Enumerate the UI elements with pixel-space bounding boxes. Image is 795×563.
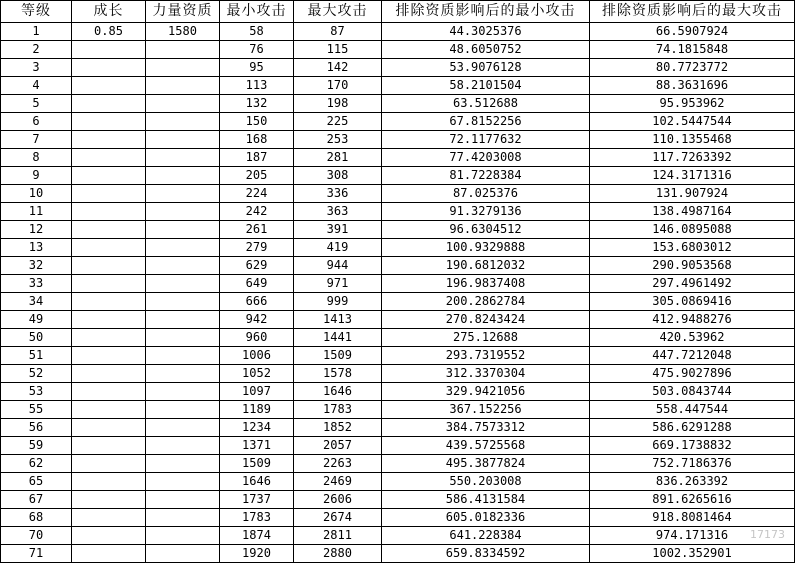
cell-strength-aptitude: [146, 473, 220, 491]
cell-min-attack: 224: [220, 185, 294, 203]
cell-growth: [72, 131, 146, 149]
cell-level: 7: [1, 131, 72, 149]
table-row: [1, 185, 795, 203]
cell-level: 59: [1, 437, 72, 455]
cell-level: 32: [1, 257, 72, 275]
cell-level: 9: [1, 167, 72, 185]
cell-strength-aptitude: [146, 149, 220, 167]
cell-min-attack-excl: 312.3370304: [382, 365, 590, 383]
cell-min-attack-excl: 329.9421056: [382, 383, 590, 401]
watermark: 17173: [750, 528, 785, 541]
cell-strength-aptitude: [146, 527, 220, 545]
cell-max-attack-excl: 1002.352901: [590, 545, 795, 563]
cell-min-attack-excl: 495.3877824: [382, 455, 590, 473]
cell-level: 34: [1, 293, 72, 311]
cell-max-attack-excl: 290.9053568: [590, 257, 795, 275]
cell-max-attack: 225: [294, 113, 382, 131]
header-max-attack-excl-aptitude: 排除资质影响后的最大攻击: [590, 1, 795, 23]
cell-min-attack: 1052: [220, 365, 294, 383]
cell-strength-aptitude: [146, 437, 220, 455]
table-row: [1, 545, 795, 563]
table-row: [1, 257, 795, 275]
cell-max-attack-excl: 153.6803012: [590, 239, 795, 257]
cell-growth: [72, 383, 146, 401]
cell-min-attack: 1509: [220, 455, 294, 473]
cell-min-attack-excl: 63.512688: [382, 95, 590, 113]
cell-max-attack-excl: 102.5447544: [590, 113, 795, 131]
cell-level: 12: [1, 221, 72, 239]
cell-max-attack: 971: [294, 275, 382, 293]
table-row: [1, 347, 795, 365]
cell-max-attack-excl: 669.1738832: [590, 437, 795, 455]
cell-min-attack-excl: 48.6050752: [382, 41, 590, 59]
cell-min-attack: 649: [220, 275, 294, 293]
cell-max-attack-excl: 138.4987164: [590, 203, 795, 221]
cell-max-attack: 1441: [294, 329, 382, 347]
cell-max-attack-excl: 66.5907924: [590, 23, 795, 41]
table-row: [1, 527, 795, 545]
cell-max-attack-excl: 503.0843744: [590, 383, 795, 401]
cell-strength-aptitude: [146, 167, 220, 185]
cell-level: 56: [1, 419, 72, 437]
cell-min-attack-excl: 641.228384: [382, 527, 590, 545]
cell-level: 33: [1, 275, 72, 293]
table-row: [1, 383, 795, 401]
table-row: [1, 275, 795, 293]
cell-max-attack: 2057: [294, 437, 382, 455]
cell-growth: [72, 473, 146, 491]
cell-max-attack-excl: 918.8081464: [590, 509, 795, 527]
cell-growth: [72, 347, 146, 365]
cell-level: 8: [1, 149, 72, 167]
cell-strength-aptitude: [146, 131, 220, 149]
cell-max-attack: 2811: [294, 527, 382, 545]
cell-min-attack: 205: [220, 167, 294, 185]
table-row: [1, 167, 795, 185]
cell-max-attack: 391: [294, 221, 382, 239]
table-row: [1, 473, 795, 491]
header-growth: 成长: [72, 1, 146, 23]
cell-level: 6: [1, 113, 72, 131]
cell-max-attack: 1783: [294, 401, 382, 419]
table-row: [1, 77, 795, 95]
cell-strength-aptitude: [146, 545, 220, 563]
cell-strength-aptitude: [146, 311, 220, 329]
cell-max-attack: 2469: [294, 473, 382, 491]
cell-max-attack: 142: [294, 59, 382, 77]
cell-strength-aptitude: [146, 491, 220, 509]
cell-min-attack: 629: [220, 257, 294, 275]
cell-min-attack-excl: 275.12688: [382, 329, 590, 347]
cell-min-attack-excl: 81.7228384: [382, 167, 590, 185]
cell-min-attack: 95: [220, 59, 294, 77]
cell-min-attack-excl: 270.8243424: [382, 311, 590, 329]
cell-growth: [72, 167, 146, 185]
cell-min-attack-excl: 550.203008: [382, 473, 590, 491]
cell-min-attack-excl: 100.9329888: [382, 239, 590, 257]
table-row: [1, 491, 795, 509]
cell-growth: 0.85: [72, 23, 146, 41]
cell-growth: [72, 149, 146, 167]
cell-min-attack: 1006: [220, 347, 294, 365]
cell-max-attack: 2263: [294, 455, 382, 473]
cell-max-attack-excl: 447.7212048: [590, 347, 795, 365]
cell-growth: [72, 311, 146, 329]
cell-strength-aptitude: [146, 365, 220, 383]
cell-level: 62: [1, 455, 72, 473]
cell-growth: [72, 239, 146, 257]
table-row: [1, 419, 795, 437]
cell-level: 4: [1, 77, 72, 95]
cell-min-attack-excl: 196.9837408: [382, 275, 590, 293]
cell-min-attack-excl: 44.3025376: [382, 23, 590, 41]
cell-min-attack: 261: [220, 221, 294, 239]
cell-min-attack: 279: [220, 239, 294, 257]
cell-max-attack-excl: 80.7723772: [590, 59, 795, 77]
cell-max-attack: 2880: [294, 545, 382, 563]
table-row: [1, 23, 795, 41]
table-row: [1, 455, 795, 473]
cell-level: 68: [1, 509, 72, 527]
cell-level: 50: [1, 329, 72, 347]
cell-strength-aptitude: [146, 509, 220, 527]
cell-max-attack: 1578: [294, 365, 382, 383]
table-row: [1, 401, 795, 419]
cell-max-attack: 1509: [294, 347, 382, 365]
table-row: [1, 311, 795, 329]
cell-growth: [72, 527, 146, 545]
cell-max-attack-excl: 95.953962: [590, 95, 795, 113]
cell-strength-aptitude: [146, 113, 220, 131]
header-min-attack: 最小攻击: [220, 1, 294, 23]
cell-growth: [72, 293, 146, 311]
cell-max-attack: 253: [294, 131, 382, 149]
cell-min-attack: 1874: [220, 527, 294, 545]
cell-growth: [72, 329, 146, 347]
cell-min-attack: 666: [220, 293, 294, 311]
cell-level: 65: [1, 473, 72, 491]
cell-growth: [72, 545, 146, 563]
table-row: [1, 221, 795, 239]
cell-max-attack: 308: [294, 167, 382, 185]
cell-min-attack-excl: 659.8334592: [382, 545, 590, 563]
header-strength-aptitude: 力量资质: [146, 1, 220, 23]
cell-max-attack-excl: 974.171316: [590, 527, 795, 545]
cell-min-attack: 113: [220, 77, 294, 95]
cell-max-attack: 2606: [294, 491, 382, 509]
cell-max-attack: 170: [294, 77, 382, 95]
cell-growth: [72, 185, 146, 203]
cell-level: 1: [1, 23, 72, 41]
cell-min-attack-excl: 367.152256: [382, 401, 590, 419]
cell-max-attack-excl: 131.907924: [590, 185, 795, 203]
cell-min-attack: 1189: [220, 401, 294, 419]
cell-min-attack: 1234: [220, 419, 294, 437]
table-row: [1, 239, 795, 257]
table-row: [1, 329, 795, 347]
cell-growth: [72, 95, 146, 113]
cell-strength-aptitude: [146, 455, 220, 473]
cell-min-attack: 942: [220, 311, 294, 329]
cell-strength-aptitude: [146, 275, 220, 293]
cell-min-attack-excl: 67.8152256: [382, 113, 590, 131]
cell-min-attack: 1737: [220, 491, 294, 509]
cell-growth: [72, 455, 146, 473]
cell-max-attack: 1413: [294, 311, 382, 329]
table-row: [1, 95, 795, 113]
cell-level: 2: [1, 41, 72, 59]
cell-growth: [72, 41, 146, 59]
cell-min-attack: 132: [220, 95, 294, 113]
cell-max-attack: 363: [294, 203, 382, 221]
cell-max-attack: 1852: [294, 419, 382, 437]
cell-min-attack: 1371: [220, 437, 294, 455]
cell-growth: [72, 365, 146, 383]
cell-level: 71: [1, 545, 72, 563]
cell-growth: [72, 491, 146, 509]
header-row: [1, 1, 795, 23]
cell-level: 51: [1, 347, 72, 365]
cell-min-attack-excl: 293.7319552: [382, 347, 590, 365]
cell-level: 13: [1, 239, 72, 257]
cell-growth: [72, 275, 146, 293]
table-body: [1, 23, 795, 563]
cell-min-attack-excl: 190.6812032: [382, 257, 590, 275]
cell-min-attack: 168: [220, 131, 294, 149]
cell-strength-aptitude: [146, 329, 220, 347]
cell-strength-aptitude: 1580: [146, 23, 220, 41]
table-row: [1, 509, 795, 527]
cell-level: 3: [1, 59, 72, 77]
cell-max-attack: 1646: [294, 383, 382, 401]
cell-growth: [72, 509, 146, 527]
table-row: [1, 293, 795, 311]
cell-max-attack-excl: 297.4961492: [590, 275, 795, 293]
cell-level: 49: [1, 311, 72, 329]
cell-level: 53: [1, 383, 72, 401]
table-row: [1, 437, 795, 455]
cell-max-attack: 198: [294, 95, 382, 113]
header-max-attack: 最大攻击: [294, 1, 382, 23]
cell-min-attack: 1783: [220, 509, 294, 527]
cell-max-attack-excl: 752.7186376: [590, 455, 795, 473]
cell-max-attack: 336: [294, 185, 382, 203]
cell-max-attack: 999: [294, 293, 382, 311]
cell-min-attack-excl: 586.4131584: [382, 491, 590, 509]
cell-max-attack-excl: 412.9488276: [590, 311, 795, 329]
table-row: [1, 59, 795, 77]
cell-growth: [72, 59, 146, 77]
cell-min-attack-excl: 91.3279136: [382, 203, 590, 221]
cell-growth: [72, 401, 146, 419]
cell-max-attack: 419: [294, 239, 382, 257]
cell-max-attack-excl: 305.0869416: [590, 293, 795, 311]
cell-max-attack-excl: 124.3171316: [590, 167, 795, 185]
cell-growth: [72, 221, 146, 239]
cell-min-attack-excl: 53.9076128: [382, 59, 590, 77]
cell-max-attack-excl: 117.7263392: [590, 149, 795, 167]
cell-min-attack-excl: 439.5725568: [382, 437, 590, 455]
cell-min-attack-excl: 58.2101504: [382, 77, 590, 95]
cell-max-attack-excl: 836.263392: [590, 473, 795, 491]
cell-max-attack-excl: 146.0895088: [590, 221, 795, 239]
cell-max-attack-excl: 558.447544: [590, 401, 795, 419]
cell-strength-aptitude: [146, 59, 220, 77]
cell-min-attack-excl: 72.1177632: [382, 131, 590, 149]
cell-max-attack: 87: [294, 23, 382, 41]
cell-strength-aptitude: [146, 347, 220, 365]
cell-growth: [72, 203, 146, 221]
header-level: 等级: [1, 1, 72, 23]
cell-growth: [72, 437, 146, 455]
cell-level: 55: [1, 401, 72, 419]
cell-strength-aptitude: [146, 41, 220, 59]
cell-strength-aptitude: [146, 257, 220, 275]
cell-min-attack-excl: 384.7573312: [382, 419, 590, 437]
cell-min-attack-excl: 200.2862784: [382, 293, 590, 311]
cell-max-attack-excl: 110.1355468: [590, 131, 795, 149]
cell-max-attack-excl: 88.3631696: [590, 77, 795, 95]
cell-strength-aptitude: [146, 239, 220, 257]
cell-max-attack-excl: 586.6291288: [590, 419, 795, 437]
cell-strength-aptitude: [146, 203, 220, 221]
cell-max-attack: 281: [294, 149, 382, 167]
cell-strength-aptitude: [146, 383, 220, 401]
cell-min-attack: 960: [220, 329, 294, 347]
table-row: [1, 131, 795, 149]
cell-strength-aptitude: [146, 77, 220, 95]
cell-growth: [72, 419, 146, 437]
header-min-attack-excl-aptitude: 排除资质影响后的最小攻击: [382, 1, 590, 23]
cell-strength-aptitude: [146, 185, 220, 203]
cell-level: 70: [1, 527, 72, 545]
cell-level: 52: [1, 365, 72, 383]
cell-strength-aptitude: [146, 95, 220, 113]
table-row: [1, 41, 795, 59]
cell-min-attack: 150: [220, 113, 294, 131]
cell-max-attack-excl: 74.1815848: [590, 41, 795, 59]
table-row: [1, 149, 795, 167]
cell-strength-aptitude: [146, 401, 220, 419]
table-row: [1, 365, 795, 383]
cell-min-attack: 76: [220, 41, 294, 59]
cell-max-attack-excl: 420.53962: [590, 329, 795, 347]
cell-min-attack-excl: 96.6304512: [382, 221, 590, 239]
cell-level: 67: [1, 491, 72, 509]
cell-max-attack-excl: 475.9027896: [590, 365, 795, 383]
cell-min-attack: 1920: [220, 545, 294, 563]
cell-min-attack: 242: [220, 203, 294, 221]
cell-level: 10: [1, 185, 72, 203]
cell-strength-aptitude: [146, 293, 220, 311]
cell-level: 11: [1, 203, 72, 221]
table-header: [1, 1, 795, 23]
cell-strength-aptitude: [146, 419, 220, 437]
cell-min-attack: 58: [220, 23, 294, 41]
cell-min-attack-excl: 77.4203008: [382, 149, 590, 167]
cell-strength-aptitude: [146, 221, 220, 239]
cell-growth: [72, 113, 146, 131]
cell-max-attack: 944: [294, 257, 382, 275]
cell-min-attack-excl: 87.025376: [382, 185, 590, 203]
cell-growth: [72, 257, 146, 275]
cell-max-attack: 2674: [294, 509, 382, 527]
cell-level: 5: [1, 95, 72, 113]
cell-min-attack: 1646: [220, 473, 294, 491]
cell-min-attack: 187: [220, 149, 294, 167]
cell-max-attack: 115: [294, 41, 382, 59]
cell-min-attack: 1097: [220, 383, 294, 401]
cell-min-attack-excl: 605.0182336: [382, 509, 590, 527]
table-row: [1, 113, 795, 131]
table-row: [1, 203, 795, 221]
cell-max-attack-excl: 891.6265616: [590, 491, 795, 509]
cell-growth: [72, 77, 146, 95]
